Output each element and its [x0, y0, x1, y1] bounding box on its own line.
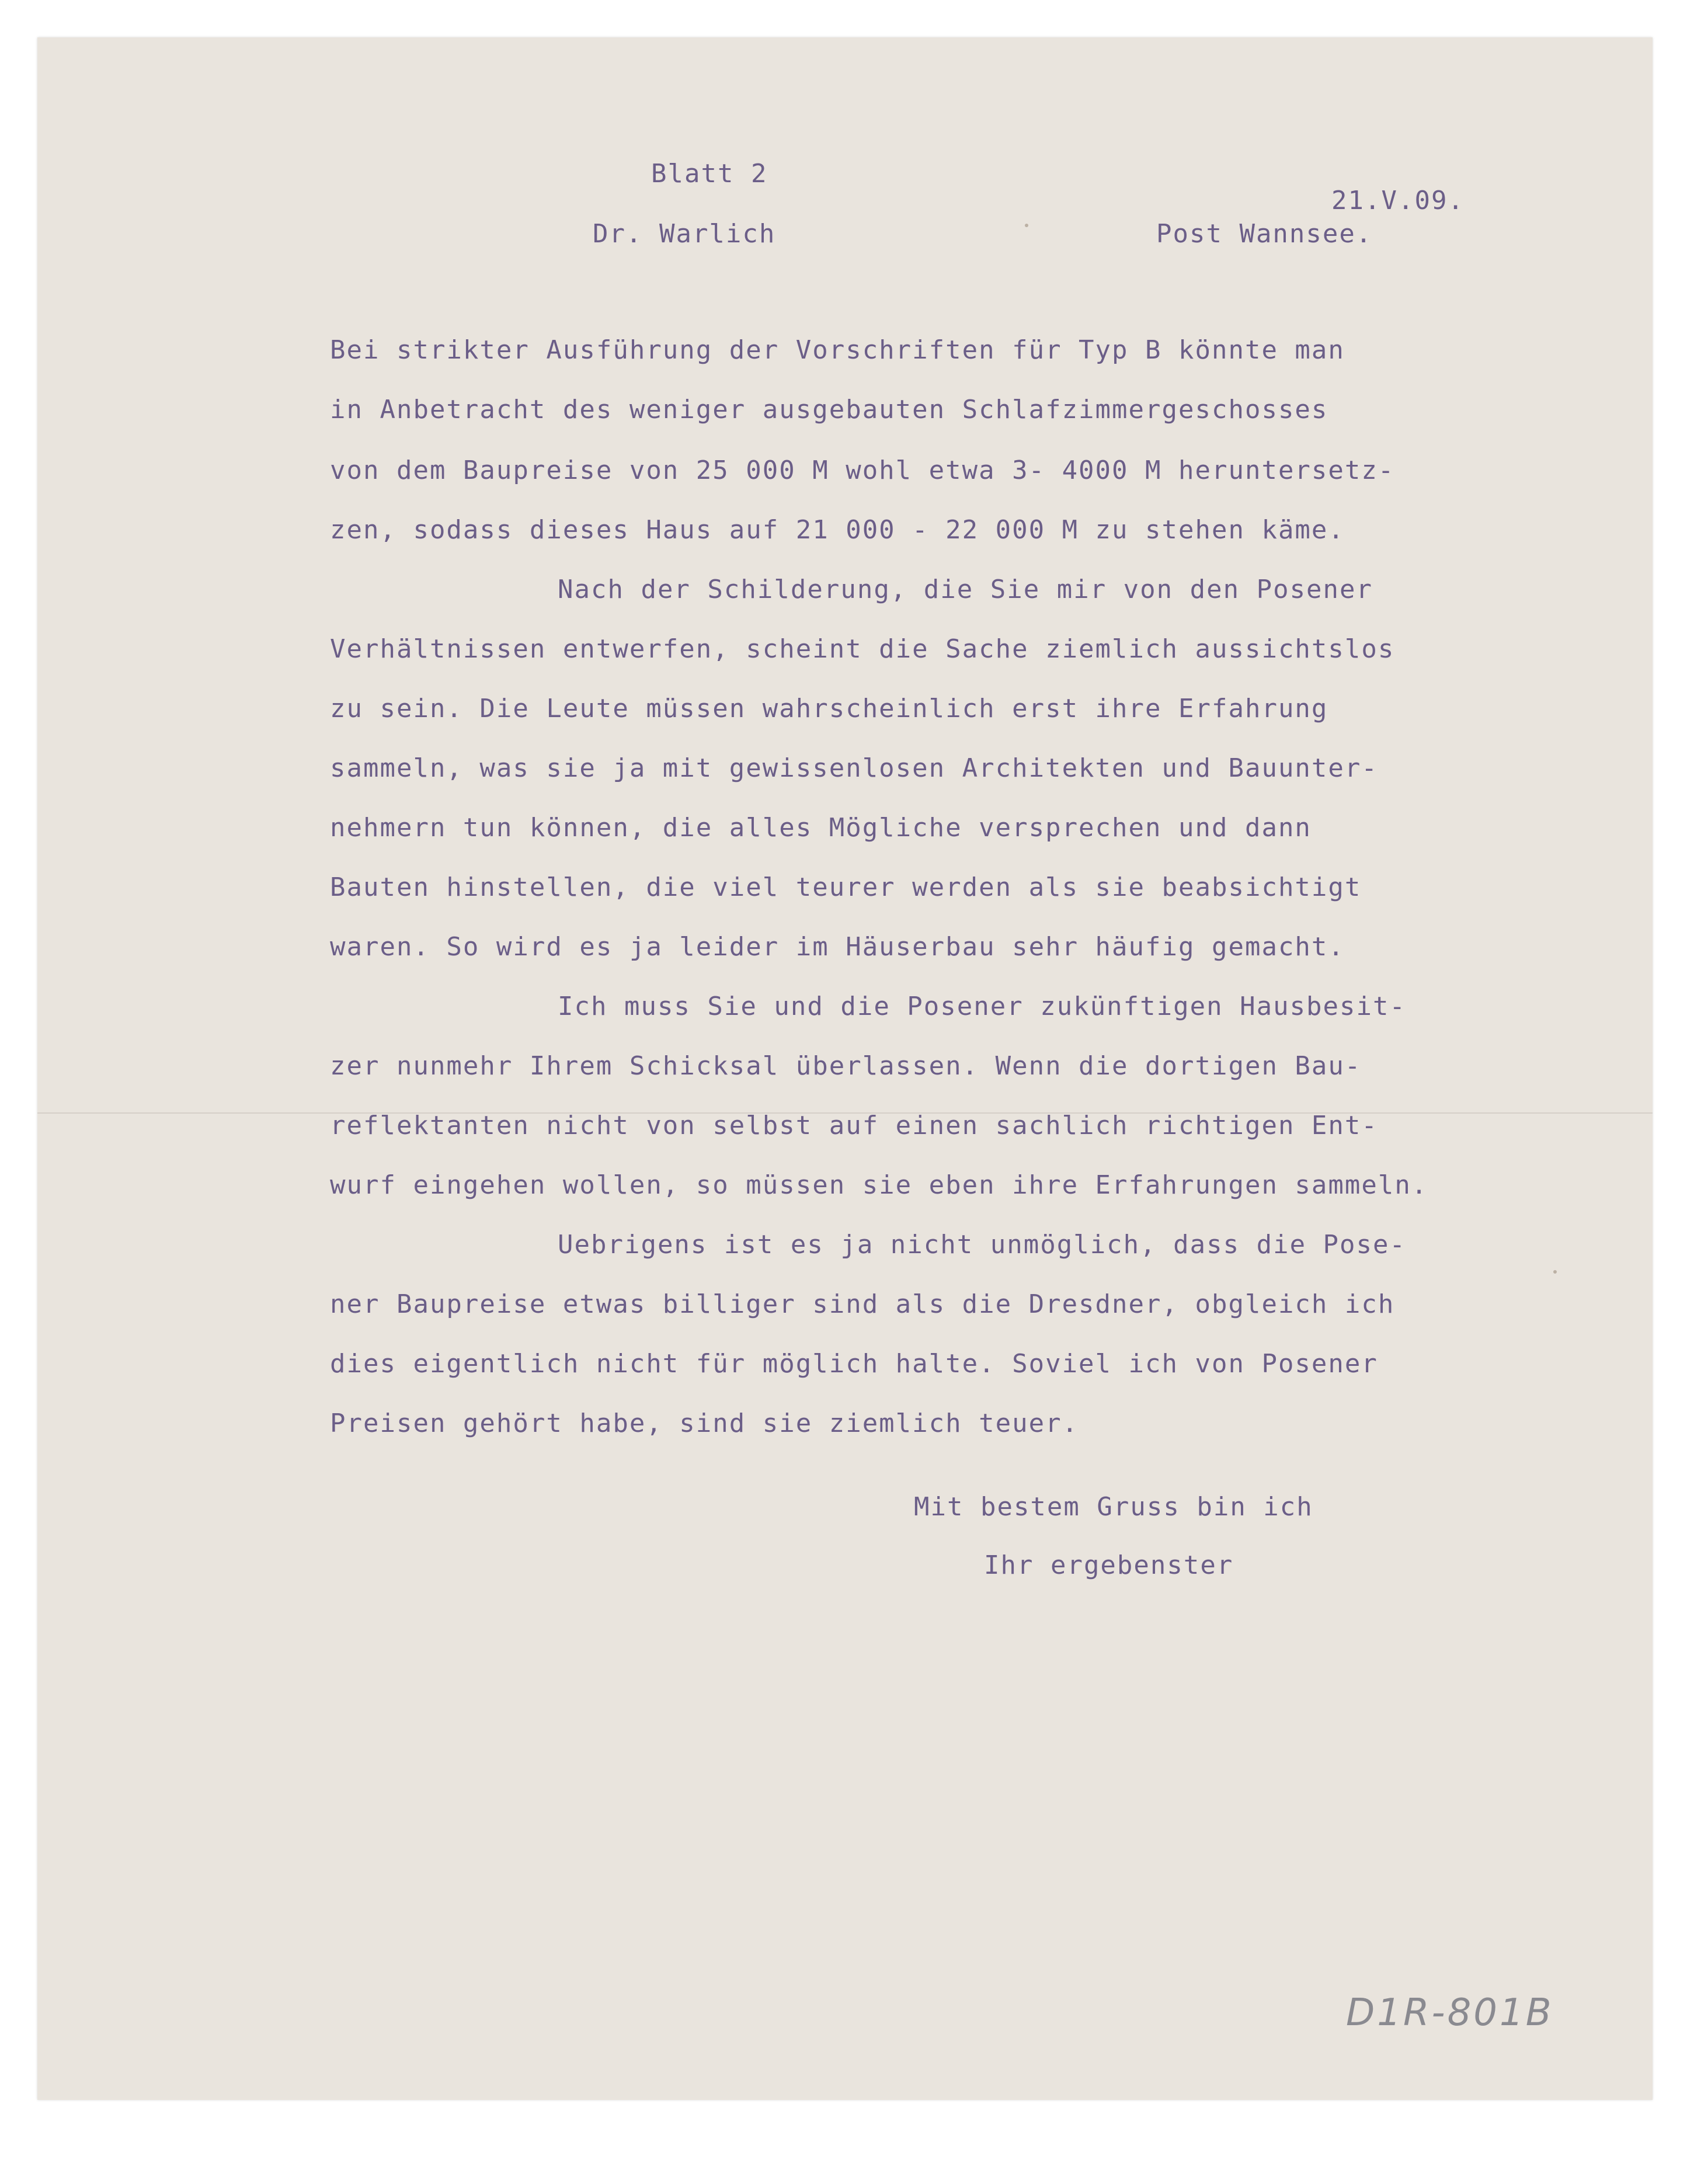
- closing-signoff: Ihr ergebenster: [984, 1550, 1234, 1580]
- closing-greeting: Mit bestem Gruss bin ich: [914, 1492, 1313, 1522]
- body-line: zu sein. Die Leute müssen wahrscheinlich erst ihre Erfahrung: [330, 694, 1328, 724]
- body-line: Preisen gehört habe, sind sie ziemlich teuer.: [330, 1409, 1079, 1438]
- recipient-address: Post Wannsee.: [1156, 219, 1373, 249]
- body-line: zer nunmehr Ihrem Schicksal überlassen. Wenn die dortigen Bau-: [330, 1051, 1362, 1081]
- body-line: ner Baupreise etwas billiger sind als die Dresdner, obgleich ich: [330, 1289, 1395, 1319]
- body-line: Bauten hinstellen, die viel teurer werden als sie beabsichtigt: [330, 872, 1362, 902]
- body-line: Bei strikter Ausführung der Vorschriften für Typ B könnte man: [330, 335, 1345, 365]
- body-line: nehmern tun können, die alles Mögliche versprechen und dann: [330, 813, 1312, 843]
- ink-spot: [1553, 1270, 1557, 1274]
- letter-date: 21.V.09.: [1331, 186, 1465, 215]
- body-line: zen, sodass dieses Haus auf 21 000 - 22 000 M zu stehen käme.: [330, 515, 1345, 545]
- body-line: waren. So wird es ja leider im Häuserbau sehr häufig gemacht.: [330, 932, 1345, 962]
- body-line: Nach der Schilderung, die Sie mir von den Posener: [558, 575, 1373, 604]
- body-line: Uebrigens ist es ja nicht unmöglich, dass die Pose-: [558, 1230, 1407, 1260]
- archive-reference-mark: D1R-801B: [1346, 1991, 1554, 2035]
- body-line: Ich muss Sie und die Posener zukünftigen Hausbesit-: [558, 992, 1407, 1021]
- ink-spot: [1025, 224, 1028, 227]
- body-line: reflektanten nicht von selbst auf einen sachlich richtigen Ent-: [330, 1111, 1378, 1140]
- body-line: von dem Baupreise von 25 000 M wohl etwa 3- 4000 M heruntersetz-: [330, 455, 1395, 485]
- sheet-number: Blatt 2: [651, 159, 768, 189]
- body-line: sammeln, was sie ja mit gewissenlosen Architekten und Bauunter-: [330, 753, 1378, 783]
- body-line: dies eigentlich nicht für möglich halte. Soviel ich von Posener: [330, 1349, 1378, 1379]
- body-line: wurf eingehen wollen, so müssen sie eben ihre Erfahrungen sammeln.: [330, 1170, 1428, 1200]
- recipient-name: Dr. Warlich: [593, 219, 776, 249]
- body-line: Verhältnissen entwerfen, scheint die Sache ziemlich aussichtslos: [330, 634, 1395, 664]
- body-line: in Anbetracht des weniger ausgebauten Schlafzimmergeschosses: [330, 395, 1328, 425]
